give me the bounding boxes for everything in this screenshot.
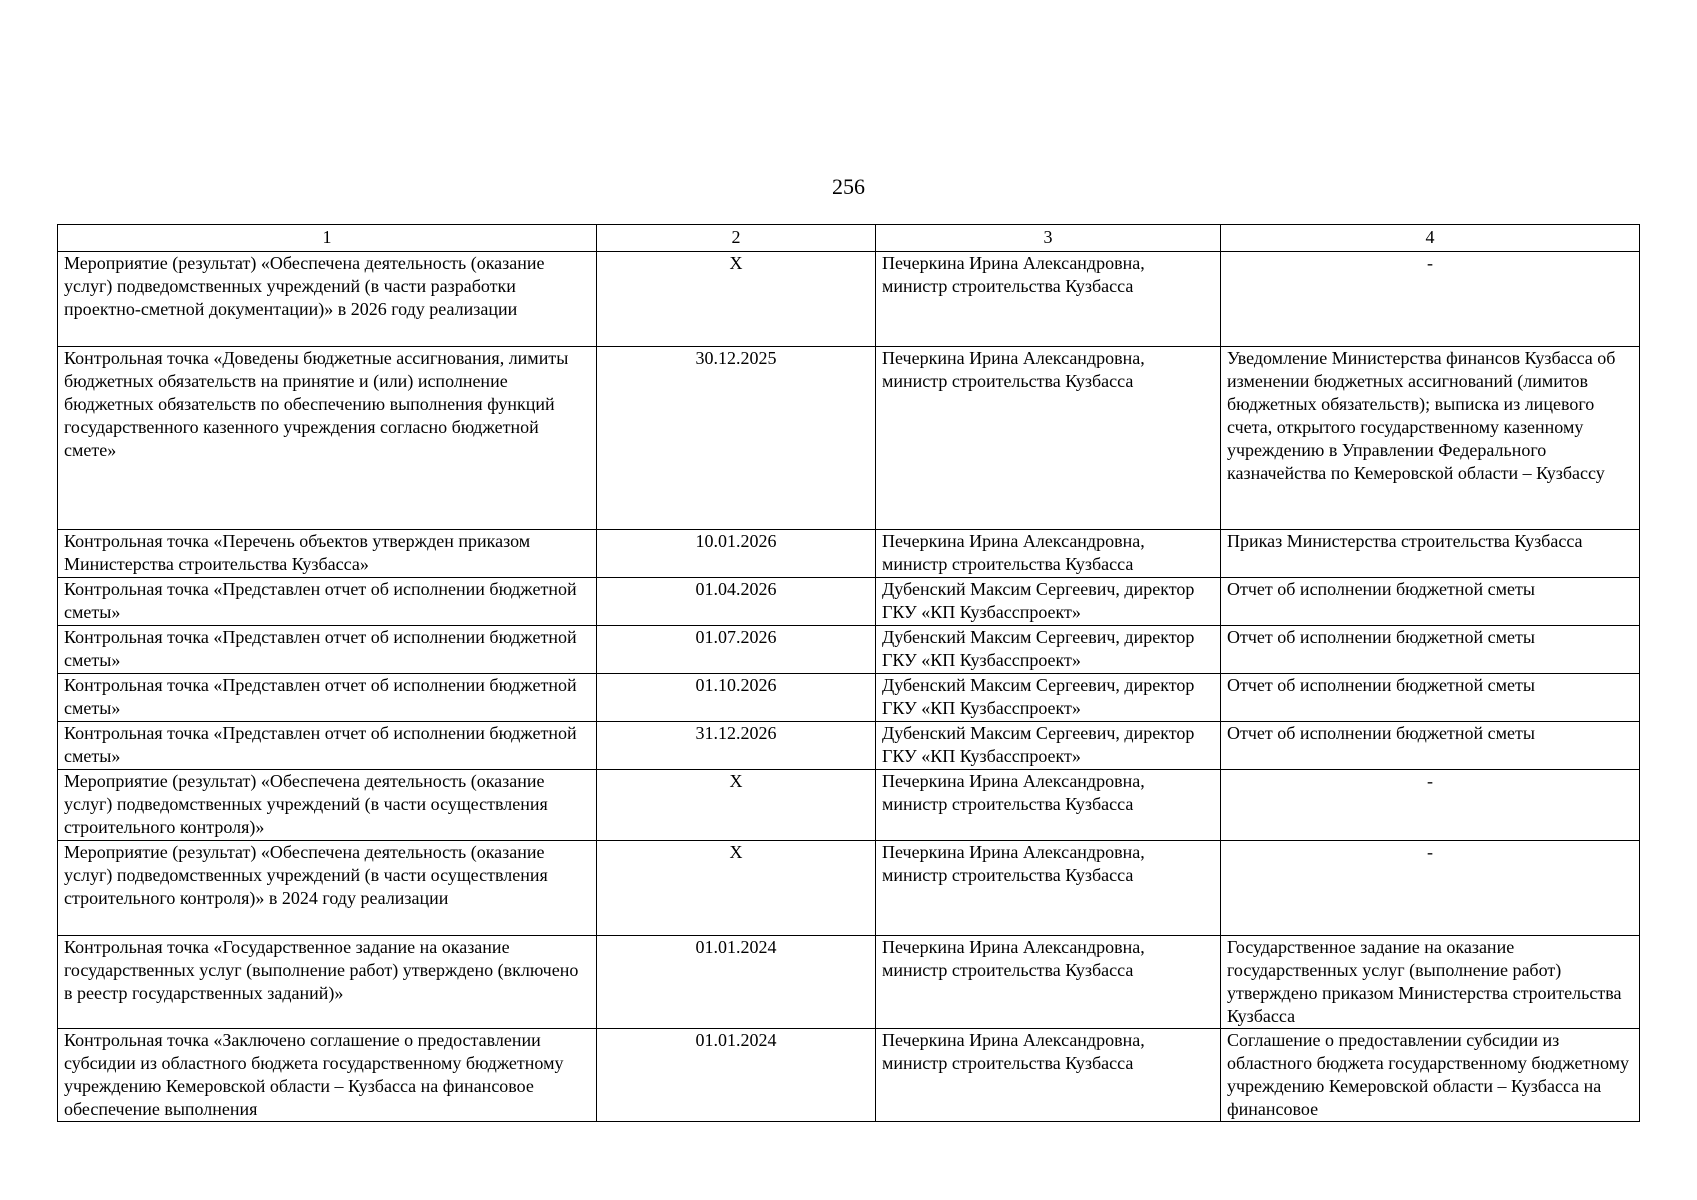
document-cell: Государственное задание на оказание государственных услуг (выполнение работ) утверждено приказом Министерства строительства Кузбасса <box>1221 936 1640 1029</box>
event-name-cell: Мероприятие (результат) «Обеспечена деятельность (оказание услуг) подведомственных учреждений (в части осуществления строительного контроля)» <box>58 770 597 841</box>
table-row <box>58 626 1640 674</box>
table-row <box>58 530 1640 578</box>
document-cell: Приказ Министерства строительства Кузбасса <box>1221 530 1640 578</box>
event-name-cell: Контрольная точка «Представлен отчет об исполнении бюджетной сметы» <box>58 626 597 674</box>
responsible-cell: Дубенский Максим Сергеевич, директор ГКУ «КП Кузбасспроект» <box>876 578 1221 626</box>
document-cell: Отчет об исполнении бюджетной сметы <box>1221 674 1640 722</box>
table-row <box>58 1029 1640 1122</box>
document-cell: Соглашение о предоставлении субсидии из областного бюджета государственному бюджетному учреждению Кемеровской области – Кузбасса на финансовое <box>1221 1029 1640 1122</box>
event-name-cell: Мероприятие (результат) «Обеспечена деятельность (оказание услуг) подведомственных учреждений (в части осуществления строительного контроля)» в 2024 году реализации <box>58 841 597 936</box>
table-row <box>58 578 1640 626</box>
page-number: 256 <box>832 174 865 199</box>
responsible-cell: Печеркина Ирина Александровна, министр строительства Кузбасса <box>876 252 1221 347</box>
responsible-cell: Печеркина Ирина Александровна, министр строительства Кузбасса <box>876 936 1221 1029</box>
deadline-cell: 01.01.2024 <box>597 1029 876 1122</box>
deadline-cell: Х <box>597 770 876 841</box>
event-name-cell: Контрольная точка «Представлен отчет об исполнении бюджетной сметы» <box>58 674 597 722</box>
document-cell: Уведомление Министерства финансов Кузбасса об изменении бюджетных ассигнований (лимитов бюджетных обязательств); выписка из лицевого счета, открытого государственному казенному учреждению в Управлении Федерального казначейства по Кемеровской области – Кузбассу <box>1221 347 1640 530</box>
table-row <box>58 722 1640 770</box>
table-row <box>58 674 1640 722</box>
deadline-cell: 01.10.2026 <box>597 674 876 722</box>
responsible-cell: Печеркина Ирина Александровна, министр строительства Кузбасса <box>876 770 1221 841</box>
deadline-cell: 01.04.2026 <box>597 578 876 626</box>
responsible-cell: Дубенский Максим Сергеевич, директор ГКУ «КП Кузбасспроект» <box>876 674 1221 722</box>
event-name-cell: Контрольная точка «Представлен отчет об исполнении бюджетной сметы» <box>58 578 597 626</box>
table-row <box>58 936 1640 1029</box>
document-cell: - <box>1221 770 1640 841</box>
event-name-cell: Контрольная точка «Государственное задание на оказание государственных услуг (выполнение работ) утверждено (включено в реестр государственных заданий)» <box>58 936 597 1029</box>
header-cell: 3 <box>876 225 1221 252</box>
event-name-cell: Мероприятие (результат) «Обеспечена деятельность (оказание услуг) подведомственных учреждений (в части разработки проектно-сметной документации)» в 2026 году реализации <box>58 252 597 347</box>
deadline-cell: 01.07.2026 <box>597 626 876 674</box>
responsible-cell: Дубенский Максим Сергеевич, директор ГКУ «КП Кузбасспроект» <box>876 722 1221 770</box>
document-cell: - <box>1221 841 1640 936</box>
event-name-cell: Контрольная точка «Доведены бюджетные ассигнования, лимиты бюджетных обязательств на принятие и (или) исполнение бюджетных обязательств по обеспечению выполнения функций государственного казенного учреждения согласно бюджетной смете» <box>58 347 597 530</box>
control-points-table <box>57 224 1640 1122</box>
deadline-cell: 01.01.2024 <box>597 936 876 1029</box>
event-name-cell: Контрольная точка «Перечень объектов утвержден приказом Министерства строительства Кузбасса» <box>58 530 597 578</box>
table-row <box>58 347 1640 530</box>
deadline-cell: 31.12.2026 <box>597 722 876 770</box>
document-cell: Отчет об исполнении бюджетной сметы <box>1221 578 1640 626</box>
table-header-row <box>58 225 1640 252</box>
deadline-cell: Х <box>597 841 876 936</box>
table-row <box>58 841 1640 936</box>
document-cell: Отчет об исполнении бюджетной сметы <box>1221 626 1640 674</box>
header-cell: 1 <box>58 225 597 252</box>
table-row <box>58 770 1640 841</box>
responsible-cell: Печеркина Ирина Александровна, министр строительства Кузбасса <box>876 347 1221 530</box>
deadline-cell: 10.01.2026 <box>597 530 876 578</box>
event-name-cell: Контрольная точка «Заключено соглашение о предоставлении субсидии из областного бюджета государственному бюджетному учреждению Кемеровской области – Кузбасса на финансовое обеспечение выполнения <box>58 1029 597 1122</box>
responsible-cell: Печеркина Ирина Александровна, министр строительства Кузбасса <box>876 530 1221 578</box>
event-name-cell: Контрольная точка «Представлен отчет об исполнении бюджетной сметы» <box>58 722 597 770</box>
header-cell: 4 <box>1221 225 1640 252</box>
responsible-cell: Печеркина Ирина Александровна, министр строительства Кузбасса <box>876 1029 1221 1122</box>
responsible-cell: Дубенский Максим Сергеевич, директор ГКУ «КП Кузбасспроект» <box>876 626 1221 674</box>
document-cell: - <box>1221 252 1640 347</box>
table-row <box>58 252 1640 347</box>
deadline-cell: 30.12.2025 <box>597 347 876 530</box>
document-cell: Отчет об исполнении бюджетной сметы <box>1221 722 1640 770</box>
deadline-cell: Х <box>597 252 876 347</box>
responsible-cell: Печеркина Ирина Александровна, министр строительства Кузбасса <box>876 841 1221 936</box>
header-cell: 2 <box>597 225 876 252</box>
